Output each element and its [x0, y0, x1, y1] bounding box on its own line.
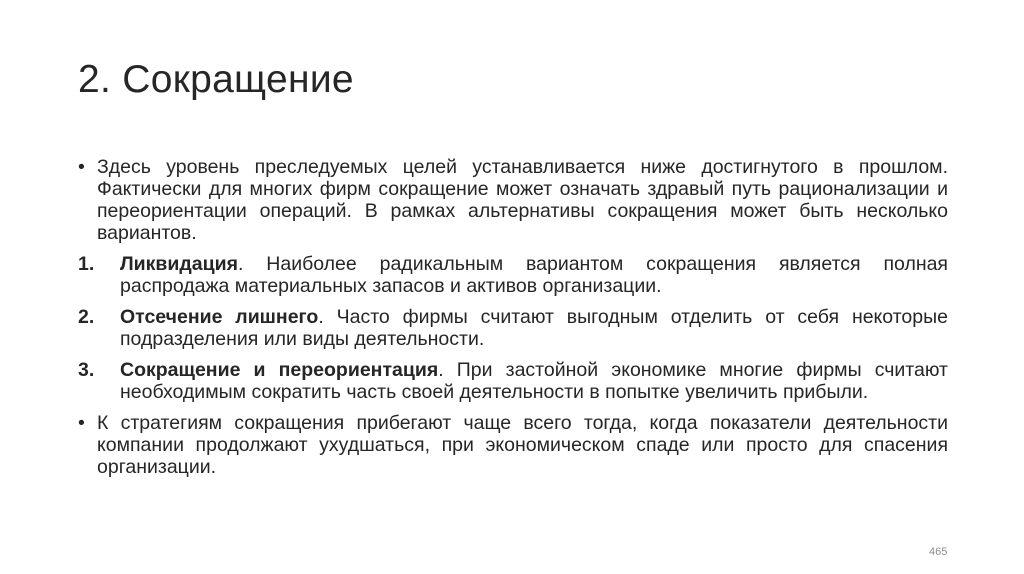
- numbered-item-reorientation: [78, 359, 948, 403]
- slide-content: [78, 156, 948, 487]
- item-term: Ликвидация: [120, 253, 238, 275]
- item-text: . Наиболее радикальным вариантом сокращения является полная распродажа материальных запасов и активов организации.: [120, 253, 948, 297]
- item-term: Сокращение и переориентация: [120, 359, 439, 381]
- page-number: 465: [929, 546, 948, 558]
- item-number: 1.: [78, 253, 95, 275]
- item-number: 3.: [78, 359, 95, 381]
- item-text: . Часто фирмы считают выгодным отделить от себя некоторые подразделения или виды деятельности.: [120, 306, 948, 350]
- numbered-item-liquidation: [78, 253, 948, 297]
- bullet-text: Здесь уровень преследуемых целей устанавливается ниже достигнутого в прошлом. Фактически для многих фирм сокращение может означать здравый путь рационализации и переориентации операций. В рамках альтернативы сокращения может быть несколько вариантов.: [97, 156, 948, 244]
- bullet-marker: •: [78, 412, 85, 434]
- slide-title: 2. Сокращение: [78, 58, 354, 101]
- numbered-item-divestment: [78, 306, 948, 350]
- item-term: Отсечение лишнего: [120, 306, 319, 328]
- item-text: . При застойной экономике многие фирмы считают необходимым сократить часть своей деятельности в попытке увеличить прибыли.: [120, 359, 948, 403]
- bullet-item-conclusion: [78, 412, 948, 478]
- bullet-item-intro: [78, 156, 948, 244]
- bullet-text: К стратегиям сокращения прибегают чаще всего тогда, когда показатели деятельности компании продолжают ухудшаться, при экономическом спаде или просто для спасения организации.: [97, 412, 948, 478]
- bullet-marker: •: [78, 156, 85, 178]
- item-number: 2.: [78, 306, 95, 328]
